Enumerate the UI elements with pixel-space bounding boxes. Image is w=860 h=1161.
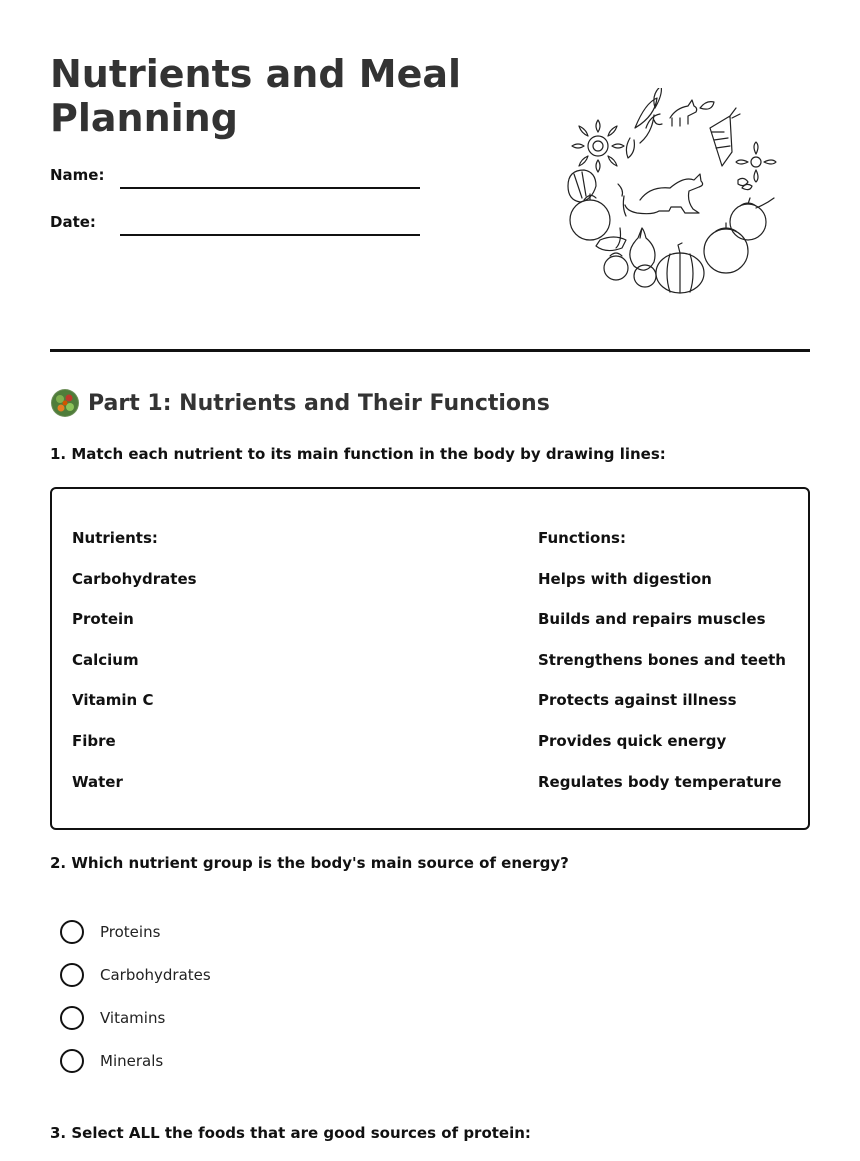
pumpkin-drawing xyxy=(656,243,704,293)
option-label: Carbohydrates xyxy=(100,966,211,984)
section-divider xyxy=(50,349,810,352)
radio-button[interactable] xyxy=(60,1049,84,1073)
radio-button[interactable] xyxy=(60,1006,84,1030)
worksheet-title: Nutrients and Meal Planning xyxy=(50,52,462,140)
question-1: 1. Match each nutrient to its main function in the body by drawing lines: xyxy=(50,445,666,463)
option-vitamins[interactable] xyxy=(60,1006,165,1030)
food-circle-illustration xyxy=(560,88,780,300)
function-item[interactable]: Builds and repairs muscles xyxy=(538,610,766,628)
question-2: 2. Which nutrient group is the body's main source of energy? xyxy=(50,854,569,872)
option-minerals[interactable] xyxy=(60,1049,163,1073)
part1-heading xyxy=(50,388,550,418)
tomato-right-drawing xyxy=(730,198,774,240)
date-input-line[interactable] xyxy=(120,234,420,236)
name-input-line[interactable] xyxy=(120,187,420,189)
option-label: Minerals xyxy=(100,1052,164,1070)
matching-box xyxy=(50,487,810,830)
nutrient-item[interactable]: Carbohydrates xyxy=(72,570,197,588)
date-label: Date: xyxy=(50,213,96,231)
radio-button[interactable] xyxy=(60,963,84,987)
name-label: Name: xyxy=(50,166,105,184)
radio-button[interactable] xyxy=(60,920,84,944)
nutrient-item[interactable]: Protein xyxy=(72,610,134,628)
sunflower-drawing xyxy=(572,120,624,172)
nutrients-header: Nutrients: xyxy=(72,529,158,547)
nutrient-item[interactable]: Water xyxy=(72,773,123,791)
nutrient-item[interactable]: Calcium xyxy=(72,651,139,669)
function-item[interactable]: Regulates body temperature xyxy=(538,773,782,791)
function-item[interactable]: Protects against illness xyxy=(538,691,737,709)
option-label: Vitamins xyxy=(100,1009,166,1027)
nutrient-item[interactable]: Vitamin C xyxy=(72,691,154,709)
part1-title: Part 1: Nutrients and Their Functions xyxy=(88,390,550,416)
function-item[interactable]: Helps with digestion xyxy=(538,570,712,588)
functions-header: Functions: xyxy=(538,529,626,547)
salad-icon xyxy=(50,388,80,418)
option-carbohydrates[interactable] xyxy=(60,963,211,987)
nutrient-item[interactable]: Fibre xyxy=(72,732,116,750)
question-3: 3. Select ALL the foods that are good sources of protein: xyxy=(50,1124,531,1142)
option-label: Proteins xyxy=(100,923,161,941)
option-proteins[interactable] xyxy=(60,920,160,944)
function-item[interactable]: Provides quick energy xyxy=(538,732,727,750)
function-item[interactable]: Strengthens bones and teeth xyxy=(538,651,786,669)
